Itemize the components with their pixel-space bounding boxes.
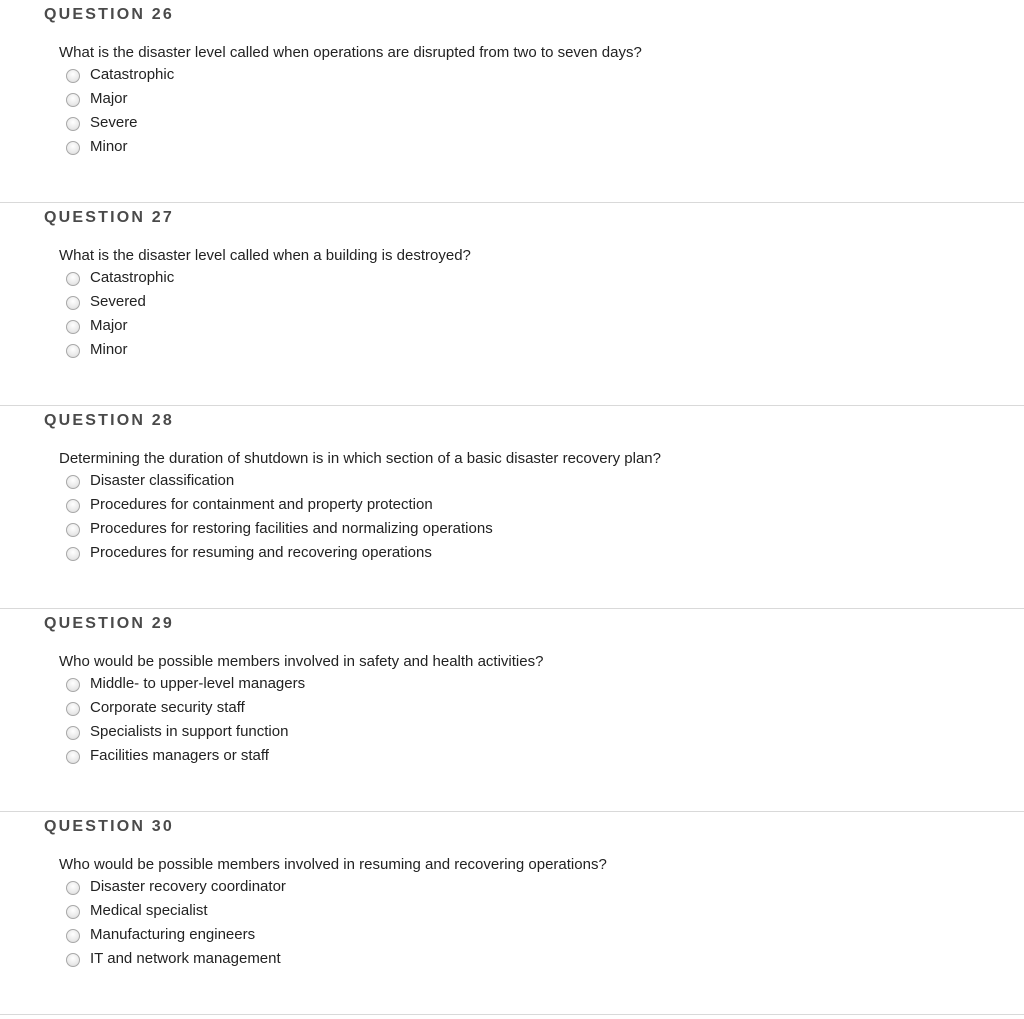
radio-button[interactable] xyxy=(66,547,80,561)
answer-option[interactable] xyxy=(66,63,174,87)
question-block-26 xyxy=(0,0,1024,203)
option-label: Major xyxy=(90,317,128,334)
question-title: QUESTION 26 xyxy=(44,6,175,23)
radio-button[interactable] xyxy=(66,69,80,83)
question-title: QUESTION 30 xyxy=(44,818,175,835)
answer-option[interactable] xyxy=(66,923,286,947)
answer-option[interactable] xyxy=(66,541,493,565)
radio-button[interactable] xyxy=(66,93,80,107)
question-block-29 xyxy=(0,609,1024,812)
option-label: Catastrophic xyxy=(90,66,175,83)
question-block-27 xyxy=(0,203,1024,406)
radio-button[interactable] xyxy=(66,141,80,155)
answer-option[interactable] xyxy=(66,696,305,720)
option-label: Procedures for resuming and recovering operations xyxy=(90,544,432,561)
question-text: What is the disaster level called when operations are disrupted from two to seven days? xyxy=(59,44,642,61)
question-text: What is the disaster level called when a building is destroyed? xyxy=(59,247,471,264)
answer-option[interactable] xyxy=(66,899,286,923)
option-label: Major xyxy=(90,90,128,107)
radio-button[interactable] xyxy=(66,881,80,895)
option-label: Catastrophic xyxy=(90,269,175,286)
question-title: QUESTION 29 xyxy=(44,615,175,632)
option-label: Severe xyxy=(90,114,138,131)
answer-options xyxy=(66,672,305,768)
answer-option[interactable] xyxy=(66,875,286,899)
option-label: Middle- to upper-level managers xyxy=(90,675,306,692)
radio-button[interactable] xyxy=(66,272,80,286)
option-label: Disaster recovery coordinator xyxy=(90,878,286,895)
radio-button[interactable] xyxy=(66,344,80,358)
answer-option[interactable] xyxy=(66,314,174,338)
option-label: Manufacturing engineers xyxy=(90,926,256,943)
option-label: Facilities managers or staff xyxy=(90,747,269,764)
question-text: Who would be possible members involved in safety and health activities? xyxy=(59,653,544,670)
radio-button[interactable] xyxy=(66,678,80,692)
question-title: QUESTION 28 xyxy=(44,412,175,429)
answer-option[interactable] xyxy=(66,947,286,971)
radio-button[interactable] xyxy=(66,117,80,131)
answer-options xyxy=(66,63,174,159)
radio-button[interactable] xyxy=(66,702,80,716)
radio-button[interactable] xyxy=(66,953,80,967)
answer-options xyxy=(66,469,493,565)
answer-option[interactable] xyxy=(66,338,174,362)
option-label: IT and network management xyxy=(90,950,281,967)
radio-button[interactable] xyxy=(66,523,80,537)
radio-button[interactable] xyxy=(66,475,80,489)
answer-option[interactable] xyxy=(66,266,174,290)
question-text: Determining the duration of shutdown is in which section of a basic disaster recovery plan? xyxy=(59,450,661,467)
question-block-28 xyxy=(0,406,1024,609)
question-text: Who would be possible members involved in resuming and recovering operations? xyxy=(59,856,607,873)
answer-option[interactable] xyxy=(66,672,305,696)
answer-option[interactable] xyxy=(66,517,493,541)
option-label: Corporate security staff xyxy=(90,699,245,716)
radio-button[interactable] xyxy=(66,320,80,334)
radio-button[interactable] xyxy=(66,499,80,513)
answer-options xyxy=(66,875,286,971)
radio-button[interactable] xyxy=(66,750,80,764)
answer-option[interactable] xyxy=(66,87,174,111)
option-label: Procedures for restoring facilities and normalizing operations xyxy=(90,520,493,537)
question-title: QUESTION 27 xyxy=(44,209,175,226)
option-label: Medical specialist xyxy=(90,902,208,919)
option-label: Disaster classification xyxy=(90,472,235,489)
option-label: Specialists in support function xyxy=(90,723,289,740)
radio-button[interactable] xyxy=(66,296,80,310)
answer-option[interactable] xyxy=(66,111,174,135)
question-block-30 xyxy=(0,812,1024,1015)
answer-option[interactable] xyxy=(66,135,174,159)
answer-option[interactable] xyxy=(66,720,305,744)
radio-button[interactable] xyxy=(66,929,80,943)
answer-option[interactable] xyxy=(66,290,174,314)
answer-options xyxy=(66,266,174,362)
radio-button[interactable] xyxy=(66,726,80,740)
option-label: Minor xyxy=(90,138,128,155)
answer-option[interactable] xyxy=(66,744,305,768)
option-label: Procedures for containment and property protection xyxy=(90,496,433,513)
radio-button[interactable] xyxy=(66,905,80,919)
answer-option[interactable] xyxy=(66,493,493,517)
answer-option[interactable] xyxy=(66,469,493,493)
option-label: Severed xyxy=(90,293,146,310)
option-label: Minor xyxy=(90,341,128,358)
